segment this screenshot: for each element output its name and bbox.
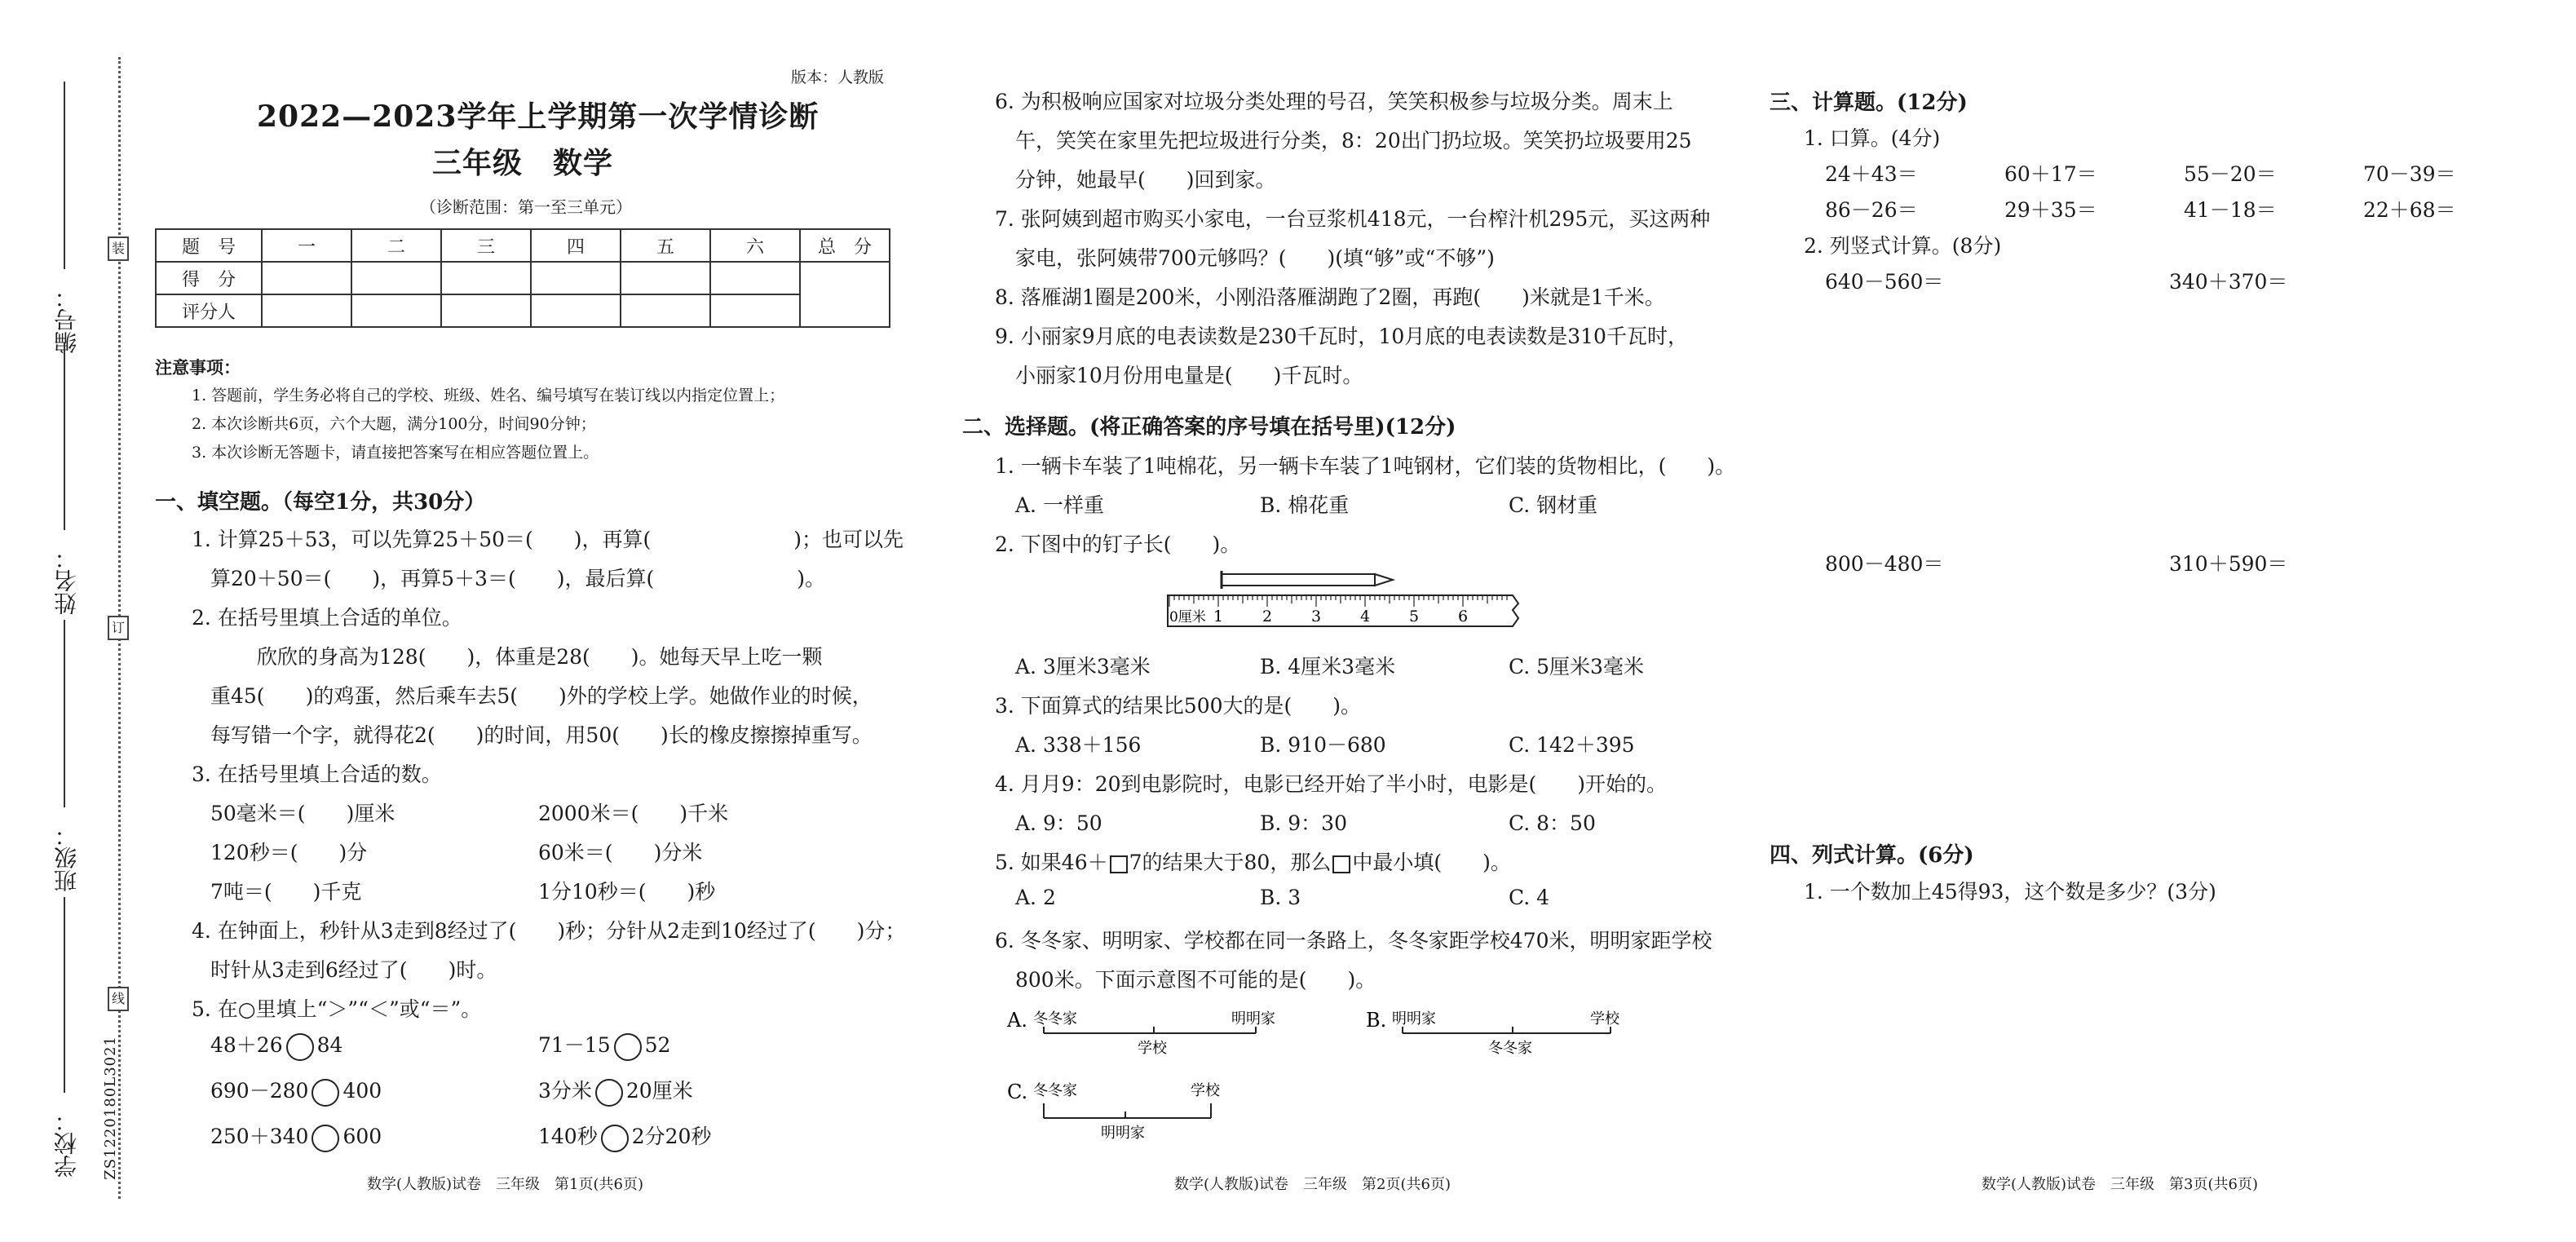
section-3-title: 三、计算题。(12分) <box>1770 91 1968 115</box>
conversion-item: 60米＝( )分米 <box>538 841 703 864</box>
diagram-a-top-right: 明明家 <box>1231 1010 1275 1028</box>
compare-right: 400 <box>342 1079 382 1103</box>
blank-box-icon <box>1110 855 1128 873</box>
choice-5-end: 中最小填( )。 <box>1352 851 1511 874</box>
question-3: 3. 在括号里填上合适的数。 <box>192 762 442 786</box>
question-2: 2. 在括号里填上合适的单位。 <box>192 606 462 630</box>
section-1-title: 一、填空题。（每空1分，共30分） <box>155 490 486 515</box>
compare-right: 600 <box>342 1125 382 1148</box>
nail-icon <box>1222 571 1393 589</box>
score-header: 题 号 <box>156 229 262 262</box>
exam-subtitle: 三年级 数学 <box>432 146 614 180</box>
grader-row <box>156 294 890 327</box>
diagram-b-top-right: 学校 <box>1590 1010 1619 1028</box>
choice-1: 1. 一辆卡车装了1吨棉花，另一辆卡车装了1吨钢材，它们装的货物相比，( )。 <box>995 454 1736 478</box>
vertical-item: 800－480＝ <box>1825 552 1944 576</box>
compare-item <box>538 1075 693 1107</box>
conversion-item: 50毫米＝( )厘米 <box>210 802 395 825</box>
exam-title: 2022—2023学年上学期第一次学情诊断 <box>257 99 820 134</box>
option[interactable]: B. 3 <box>1260 886 1301 909</box>
grader-row-label: 评分人 <box>156 294 262 327</box>
page-3 <box>1770 0 2569 1242</box>
school-fill-line[interactable] <box>64 897 65 1093</box>
question-2-line-1: 欣欣的身高为128( )，体重是28( )。她每天早上吃一颗 <box>257 645 823 669</box>
diagram-a-label: A. <box>1007 1009 1027 1032</box>
total-score-cell[interactable] <box>800 262 890 327</box>
score-row-label: 得 分 <box>156 262 262 294</box>
ruler-tick-label: 5 <box>1408 608 1420 625</box>
compare-circle[interactable] <box>286 1033 314 1061</box>
oral-item: 86－26＝ <box>1825 198 1918 222</box>
conversion-item: 7吨＝( )千克 <box>210 880 362 904</box>
score-cell[interactable] <box>441 262 531 294</box>
grader-cell[interactable] <box>262 294 351 327</box>
oral-item: 41－18＝ <box>2184 198 2277 222</box>
score-header: 一 <box>262 229 351 262</box>
grader-cell[interactable] <box>621 294 710 327</box>
score-cell[interactable] <box>531 262 621 294</box>
option[interactable]: B. 棉花重 <box>1260 493 1350 517</box>
option[interactable]: B. 4厘米3毫米 <box>1260 655 1396 678</box>
school-label: 学校： <box>53 1109 80 1178</box>
choice-5-pre: 5. 如果46＋ <box>995 851 1108 874</box>
choice-3: 3. 下面算式的结果比500大的是( )。 <box>995 694 1362 718</box>
diagram-a-top-left: 冬冬家 <box>1033 1010 1077 1028</box>
question-7-line-1: 7. 张阿姨到超市购买小家电，一台豆浆机418元，一台榨汁机295元，买这两种 <box>995 207 1711 231</box>
diagram-b-label: B. <box>1366 1009 1387 1032</box>
question-6-line-2: 午，笑笑在家里先把垃圾进行分类，8：20出门扔垃圾。笑笑扔垃圾要用25 <box>1015 129 1692 152</box>
option[interactable]: C. 142＋395 <box>1509 733 1635 757</box>
choice-2: 2. 下图中的钉子长( )。 <box>995 533 1241 556</box>
word-problem-1: 1. 一个数加上45得93，这个数是多少？(3分) <box>1804 880 2216 904</box>
diagram-c-label: C. <box>1007 1081 1028 1103</box>
ruler-tick-label: 6 <box>1457 608 1469 625</box>
oral-item: 24＋43＝ <box>1825 162 1918 186</box>
diagram-b-bottom: 冬冬家 <box>1488 1040 1532 1057</box>
question-9-line-2: 小丽家10月份用电量是( )千瓦时。 <box>1015 364 1363 387</box>
choice-5-post: 7的结果大于80，那么 <box>1129 851 1332 874</box>
compare-circle[interactable] <box>614 1033 642 1061</box>
diagram-c-top-right: 学校 <box>1191 1082 1220 1099</box>
oral-item: 70－39＝ <box>2363 162 2456 186</box>
score-header: 四 <box>531 229 621 262</box>
option[interactable]: B. 910－680 <box>1260 733 1386 757</box>
class-fill-line[interactable] <box>64 620 65 807</box>
section-4-title: 四、列式计算。(6分) <box>1770 843 1974 868</box>
question-2-line-2: 重45( )的鸡蛋，然后乘车去5( )外的学校上学。她做作业的时候， <box>210 684 873 708</box>
notice-item: 2. 本次诊断共6页，六个大题，满分100分，时间90分钟； <box>192 415 596 433</box>
compare-item <box>210 1120 382 1152</box>
oral-item: 22＋68＝ <box>2363 198 2456 222</box>
choice-6-line-1: 6. 冬冬家、明明家、学校都在同一条路上，冬冬家距学校470米，明明家距学校 <box>995 929 1712 952</box>
question-9-line-1: 9. 小丽家9月底的电表读数是230千瓦时，10月底的电表读数是310千瓦时， <box>995 325 1688 348</box>
compare-circle[interactable] <box>312 1125 339 1152</box>
oral-item: 55－20＝ <box>2184 162 2277 186</box>
diagram-a[interactable] <box>1007 1009 1275 1057</box>
notice-item: 3. 本次诊断无答题卡，请直接把答案写在相应答题位置上。 <box>192 444 599 462</box>
grader-cell[interactable] <box>441 294 531 327</box>
choice-5 <box>995 846 1511 876</box>
compare-right: 20厘米 <box>625 1079 693 1103</box>
compare-left: 690－280 <box>210 1079 309 1103</box>
compare-left: 140秒 <box>538 1125 598 1148</box>
score-header: 总 分 <box>800 229 890 262</box>
question-8: 8. 落雁湖1圈是200米，小刚沿落雁湖跑了2圈，再跑( )米就是1千米。 <box>995 285 1665 309</box>
number-label: 编号： <box>53 285 80 354</box>
score-header: 三 <box>441 229 531 262</box>
grader-cell[interactable] <box>710 294 800 327</box>
option[interactable]: C. 5厘米3毫米 <box>1509 655 1644 678</box>
notice-title: 注意事项： <box>155 357 241 378</box>
ruler-figure <box>1166 571 1525 644</box>
binding-mark-ding: 订 <box>108 616 129 640</box>
compare-item <box>210 1075 382 1107</box>
name-fill-line[interactable] <box>64 343 65 530</box>
route-diagrams[interactable] <box>1007 999 1659 1150</box>
option[interactable]: A. 338＋156 <box>1015 733 1142 757</box>
compare-circle[interactable] <box>601 1125 629 1152</box>
compare-left: 71－15 <box>538 1033 611 1057</box>
ruler-zero-label: 0厘米 <box>1169 609 1206 625</box>
question-7-line-2: 家电，张阿姨带700元够吗？( )(填“够”或“不够”) <box>1015 246 1495 270</box>
page-2 <box>962 0 1737 1242</box>
binding-mark-zhuang: 装 <box>108 236 129 261</box>
paper-code: ZS1220180L3021 <box>102 1036 119 1180</box>
question-2-line-3: 每写错一个字，就得花2( )的时间，用50( )长的橡皮擦擦掉重写。 <box>210 723 873 747</box>
score-cell[interactable] <box>262 262 351 294</box>
ruler-tick-label: 2 <box>1261 608 1273 625</box>
name-label: 姓名： <box>53 546 80 615</box>
score-row <box>156 262 890 294</box>
question-6-line-3: 分钟，她最早( )回到家。 <box>1015 168 1276 192</box>
conversion-item: 1分10秒＝( )秒 <box>538 880 716 904</box>
score-header: 六 <box>710 229 800 262</box>
number-fill-line[interactable] <box>64 82 65 269</box>
compare-item <box>538 1029 670 1061</box>
oral-item: 29＋35＝ <box>2004 198 2097 222</box>
exam-scope: （诊断范围：第一至三单元） <box>420 197 632 217</box>
diagram-c-top-left: 冬冬家 <box>1033 1082 1077 1099</box>
diagram-c-bottom: 明明家 <box>1101 1125 1145 1142</box>
diagram-c[interactable] <box>1007 1081 1221 1142</box>
vertical-item: 340＋370＝ <box>2169 270 2288 294</box>
option[interactable]: C. 4 <box>1509 886 1550 909</box>
page-3-footer: 数学(人教版)试卷 三年级 第3页(共6页) <box>1982 1176 2258 1193</box>
question-4-line-1: 4. 在钟面上，秒针从3走到8经过了( )秒；分针从2走到10经过了( )分； <box>192 919 906 943</box>
section-2-title: 二、选择题。(将正确答案的序号填在括号里)(12分) <box>962 415 1456 440</box>
compare-right: 84 <box>316 1033 343 1057</box>
score-cell[interactable] <box>621 262 710 294</box>
compare-right: 2分20秒 <box>631 1125 712 1148</box>
diagram-a-bottom: 学校 <box>1138 1040 1167 1057</box>
score-cell[interactable] <box>710 262 800 294</box>
conversion-item: 120秒＝( )分 <box>210 841 368 864</box>
ruler-tick-label: 1 <box>1213 608 1224 625</box>
grader-cell[interactable] <box>531 294 621 327</box>
grader-cell[interactable] <box>351 294 441 327</box>
score-header: 五 <box>621 229 710 262</box>
question-5: 5. 在○里填上“＞”“＜”或“＝”。 <box>192 997 482 1021</box>
compare-left: 250＋340 <box>210 1125 309 1148</box>
score-table-header-row <box>156 229 890 262</box>
compare-circle[interactable] <box>595 1079 623 1107</box>
vertical-calc-title: 2. 列竖式计算。(8分) <box>1804 234 2002 258</box>
option[interactable]: A. 2 <box>1015 886 1056 909</box>
option[interactable]: C. 钢材重 <box>1509 493 1598 517</box>
question-1-line-1: 1. 计算25＋53，可以先算25＋50＝( )，再算( )；也可以先 <box>192 528 904 551</box>
compare-item <box>210 1029 342 1061</box>
oral-calc-title: 1. 口算。(4分) <box>1804 126 1941 150</box>
option[interactable]: C. 8：50 <box>1509 811 1596 835</box>
compare-left: 48＋26 <box>210 1033 283 1057</box>
option[interactable]: A. 一样重 <box>1015 493 1104 517</box>
version-label: 版本：人教版 <box>791 69 885 86</box>
compare-item <box>538 1120 711 1152</box>
compare-right: 52 <box>644 1033 671 1057</box>
ruler-tick-label: 4 <box>1359 608 1371 625</box>
binding-mark-xian: 线 <box>108 987 129 1011</box>
page-2-footer: 数学(人教版)试卷 三年级 第2页(共6页) <box>1174 1176 1451 1193</box>
vertical-item: 310＋590＝ <box>2169 552 2288 576</box>
diagram-b[interactable] <box>1366 1009 1620 1057</box>
option[interactable]: A. 3厘米3毫米 <box>1015 655 1151 678</box>
score-table <box>155 228 890 328</box>
binding-strip <box>0 0 130 1242</box>
choice-4: 4. 月月9：20到电影院时，电影已经开始了半小时，电影是( )开始的。 <box>995 772 1668 796</box>
diagram-b-top-left: 明明家 <box>1392 1010 1436 1028</box>
score-cell[interactable] <box>351 262 441 294</box>
choice-6-line-2: 800米。下面示意图不可能的是( )。 <box>1015 968 1376 992</box>
compare-left: 3分米 <box>538 1079 592 1103</box>
compare-circle[interactable] <box>312 1079 339 1107</box>
ruler-tick-label: 3 <box>1310 608 1322 625</box>
class-label: 班级： <box>53 824 80 892</box>
option[interactable]: B. 9：30 <box>1260 811 1347 835</box>
question-6-line-1: 6. 为积极响应国家对垃圾分类处理的号召，笑笑积极参与垃圾分类。周末上 <box>995 90 1673 113</box>
question-4-line-2: 时针从3走到6经过了( )时。 <box>210 958 497 982</box>
oral-item: 60＋17＝ <box>2004 162 2097 186</box>
notice-item: 1. 答题前，学生务必将自己的学校、班级、姓名、编号填写在装订线以内指定位置上； <box>192 387 785 404</box>
question-1-line-2: 算20＋50＝( )，再算5＋3＝( )，最后算( )。 <box>210 567 825 590</box>
conversion-item: 2000米＝( )千米 <box>538 802 729 825</box>
page-1 <box>130 0 913 1242</box>
option[interactable]: A. 9：50 <box>1015 811 1102 835</box>
score-header: 二 <box>351 229 441 262</box>
blank-box-icon <box>1332 855 1350 873</box>
page-1-footer: 数学(人教版)试卷 三年级 第1页(共6页) <box>367 1176 643 1193</box>
vertical-item: 640－560＝ <box>1825 270 1944 294</box>
